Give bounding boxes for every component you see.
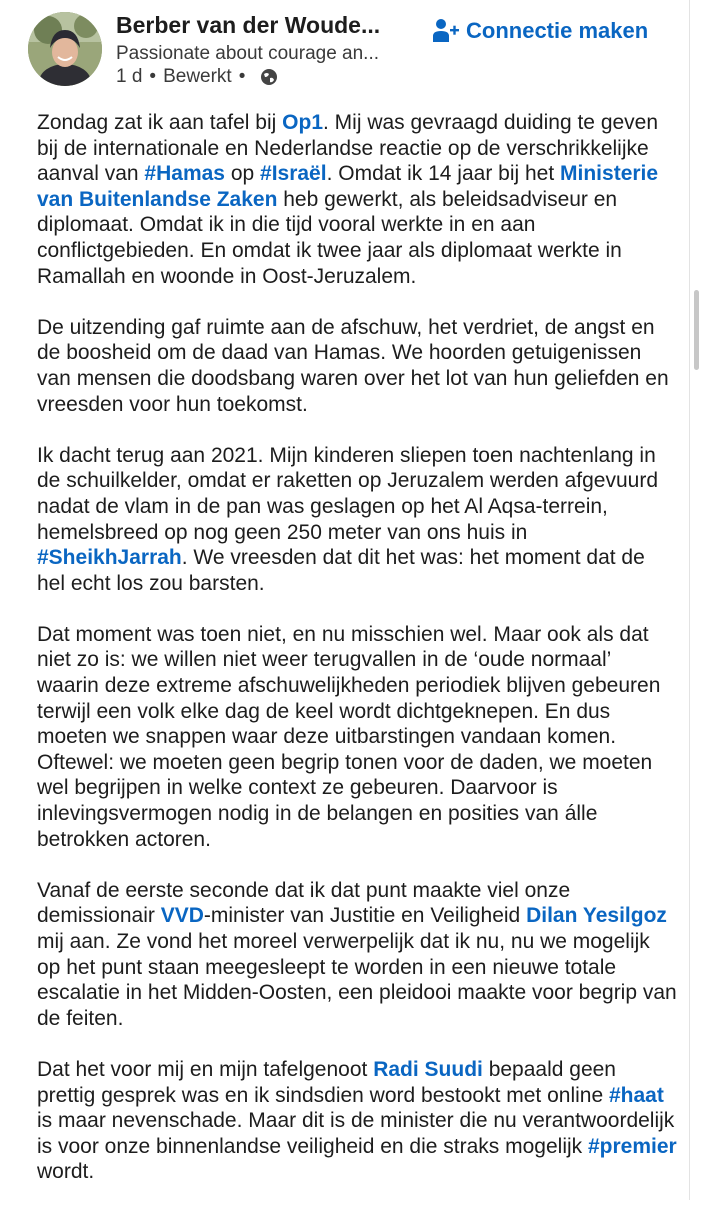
post-meta <box>116 66 278 88</box>
text-segment: mij aan. Ze vond het moreel verwerpelijk dat ik nu, nu we mogelijk op het punt staan meegesleept te worden in een nieuwe totale escalatie in het Midden-Oosten, een pleidooi maakte voor begrip van de feiten. <box>37 930 677 1030</box>
post-time: 1 d <box>116 66 143 87</box>
meta-separator: • <box>149 66 157 87</box>
post-paragraph-5 <box>37 878 677 1032</box>
hashtag-hamas[interactable]: #Hamas <box>144 162 225 186</box>
text-segment: -minister van Justitie en Veiligheid <box>203 904 527 928</box>
text-segment: wordt. <box>37 1160 95 1184</box>
page-edge-divider <box>689 0 690 1200</box>
mention-dilan-yesilgoz[interactable]: Dilan Yesilgoz <box>526 904 667 928</box>
connect-button[interactable] <box>430 16 648 46</box>
mention-ministerie-buza[interactable]: Ministerie van Buitenlandse Zaken <box>37 162 659 211</box>
scrollbar-thumb[interactable] <box>694 290 699 370</box>
mention-radi-suudi[interactable]: Radi Suudi <box>373 1057 483 1081</box>
hashtag-premier[interactable]: #premier <box>587 1134 677 1158</box>
hashtag-sheikhjarrah[interactable]: #SheikhJarrah <box>37 546 182 570</box>
text-segment: . We vreesden dat dit het was: het moment dat de hel echt los zou barsten. <box>37 546 645 595</box>
post-paragraph-6 <box>37 1057 677 1185</box>
text-segment: Zondag zat ik aan tafel bij <box>37 111 283 134</box>
text-segment: op <box>224 162 261 186</box>
text-segment: . Mij was gevraagd duiding te geven bij de internationale en Nederlandse reactie op de verschrikkelijke aanval van <box>37 111 659 186</box>
connect-label: Connectie maken <box>466 18 649 43</box>
mention-op1[interactable]: Op1 <box>282 111 323 134</box>
post-paragraph-3 <box>37 443 677 597</box>
post-paragraph-4: Dat moment was toen niet, en nu misschien wel. Maar ook als dat niet zo is: we willen niet weer terugvallen in de ‘oude normaal’ waarin deze extreme afschuwelijkheden periodiek blijven gebeuren terwijl een volk elke dag de keel wordt dichtgeknepen. En dus moeten we snappen waar deze uitbarstingen vandaan komen. Oftewel: we moeten geen begrip tonen voor de daden, we moeten wel begrijpen in welke context ze gebeuren. Daarvoor is inlevingsvermogen nodig in de belangen en posities van álle betrokken actoren. <box>37 622 661 851</box>
text-segment: Ik dacht terug aan 2021. Mijn kinderen sliepen toen nachtenlang in de schuilkelder, omdat er raketten op Jeruzalem werden afgevuurd nadat de vlam in de pan was geslagen op het Al Aqsa-terrein, hemelsbreed op nog geen 250 meter van ons huis in <box>37 443 659 544</box>
text-segment: is maar nevenschade. Maar dit is de minister die nu verantwoordelijk is voor onze binnenlandse veiligheid en die straks mogelijk <box>37 1109 675 1158</box>
post-paragraph-2: De uitzending gaf ruimte aan de afschuw, het verdriet, de angst en de boosheid om de daad van Hamas. We hoorden getuigenissen van mensen die doodsbang waren over het lot van hun geliefden en vreesden voor hun toekomst. <box>37 315 669 416</box>
edited-label: Bewerkt <box>163 66 232 87</box>
text-segment: Vanaf de eerste seconde dat ik dat punt maakte viel onze demissionair <box>37 878 571 928</box>
author-headline: Passionate about courage an... <box>116 43 380 64</box>
post-paragraph-1 <box>37 110 677 289</box>
mention-vvd[interactable]: VVD <box>160 904 204 928</box>
hashtag-haat[interactable]: #haat <box>608 1083 664 1107</box>
text-segment: bepaald geen prettig gesprek was en ik sindsdien word bestookt met online <box>37 1057 616 1107</box>
text-segment: Dat het voor mij en mijn tafelgenoot <box>37 1057 374 1081</box>
meta-separator-2: • <box>238 66 246 87</box>
add-person-icon <box>430 16 460 46</box>
avatar[interactable] <box>28 12 102 86</box>
text-segment: . Omdat ik 14 jaar bij het <box>326 162 561 186</box>
post-header <box>0 0 705 100</box>
post-body <box>37 110 677 1211</box>
globe-icon <box>260 68 278 86</box>
text-segment: heb gewerkt, als beleidsadviseur en diplomaat. Omdat ik in die tijd vooral werkte in en aan conflictgebieden. En omdat ik twee jaar als diplomaat werkte in Ramallah en woonde in Oost-Jeruzalem. <box>37 187 622 288</box>
author-name[interactable]: Berber van der Woude... <box>116 12 381 38</box>
hashtag-israel[interactable]: #Israël <box>260 162 327 186</box>
